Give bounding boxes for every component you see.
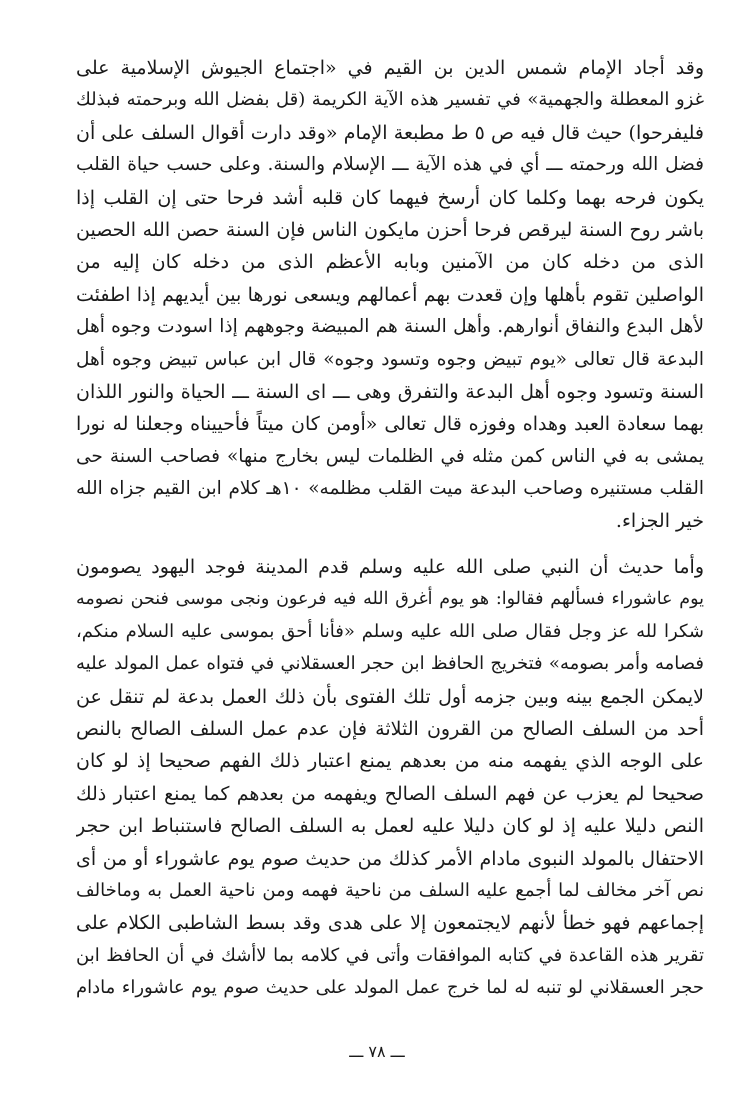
text-line: صحيحا لم يعزب عن فهم السلف الصالح ويفهمه من بعدهم كما يمنع اعتبار ذلك — [76, 782, 704, 805]
text-line: وأما حديث أن النبي صلى الله عليه وسلم قدم المدينة فوجد اليهود يصومون — [76, 556, 704, 578]
text-line: فليفرحوا) حيث قال فيه ص ٥ ط مطبعة الإمام «وقد دارت أقوال السلف على أن — [76, 121, 704, 144]
text-line: أحد من السلف الصالح من القرون الثلاثة فإن عدم عمل السلف الصالح بالنص — [76, 717, 704, 740]
page-number: ـــ ٧٨ ـــ — [349, 1042, 405, 1061]
text-line: وقد أجاد الإمام شمس الدين بن القيم في «اجتماع الجيوش الإسلامية على — [76, 57, 704, 79]
text-line: فصامه وأمر بصومه» فتخريج الحافظ ابن حجر العسقلاني في فتواه عمل المولد عليه — [76, 653, 704, 675]
text-line: السنة وتسود وجوه أهل البدعة والتفرق وهى ـــ اى السنة ـــ الحياة والنور اللذان — [76, 380, 704, 403]
text-line: خير الجزاء. — [615, 510, 704, 533]
text-line: حجر العسقلاني لو تنبه له لما خرج عمل المولد على حديث صوم يوم عاشوراء مادام — [76, 977, 704, 999]
text-line: تقرير هذه القاعدة في كتابه الموافقات وأتى في كلامه بما لاأشك في أن الحافظ ابن — [76, 944, 704, 966]
text-line: يوم عاشوراء فسألهم فقالوا: هو يوم أغرق الله فيه فرعون ونجى موسى فنحن نصومه — [76, 589, 704, 610]
text-line: بهما سعادة العبد وهداه وفوزه قال تعالى «أومن كان ميتاً فأحييناه وجعلنا له نورا — [76, 413, 704, 436]
text-line: لايمكن الجمع بينه وبين جزمه أول تلك الفتوى بأن ذلك العمل بدعة لم تنقل عن — [76, 685, 704, 708]
paragraph-ashura-hadith — [76, 551, 704, 1004]
text-line: شكرا لله عز وجل فقال صلى الله عليه وسلم «فأنا أحق بموسى عليه السلام منكم، — [76, 620, 704, 642]
text-line: لأهل البدع والنفاق أنوارهم. وأهل السنة هم المبيضة وجوههم إذا اسودت وجوه أهل — [76, 316, 704, 338]
text-line: نص آخر مخالف لما أجمع عليه السلف من ناحية فهمه ومن ناحية العمل به وماخالف — [76, 879, 704, 901]
text-line: الواصلين تقوم بأهلها وإن قعدت بهم أعمالهم ويسعى نورها بين أيديهم إذا اطفئت — [76, 283, 704, 306]
text-line: يكون فرحه بهما وكلما كان أرسخ فيهما كان قلبه أشد فرحا حتى إن القلب إذا — [76, 186, 704, 209]
text-line: على الوجه الذي يفهمه منه من بعدهم يمنع اعتبار ذلك الفهم صحيحا إذ لو كان — [76, 750, 704, 773]
text-line: غزو المعطلة والجهمية» في تفسير هذه الآية الكريمة (قل بفضل الله وبرحمته فبذلك — [76, 89, 704, 111]
text-line: باشر روح السنة ليرقص فرحا أحزن مايكون الناس فإن السنة حصن الله الحصين — [76, 218, 704, 241]
text-line: الاحتفال بالمولد النبوى مادام الأمر كذلك من حديث صوم يوم عاشوراء أو من أى — [76, 847, 704, 870]
text-line: يمشى به في الناس كمن مثله في الظلمات ليس بخارج منها» فصاحب السنة حى — [76, 445, 704, 467]
text-line: النص دليلا عليه إذ لو كان دليلا عليه لعمل به السلف الصالح فاستنباط ابن حجر — [76, 815, 704, 838]
text-line: فضل الله ورحمته ـــ أي في هذه الآية ـــ الإسلام والسنة. وعلى حسب حياة القلب — [76, 154, 704, 176]
paragraph-ibn-qayyim-quote — [76, 52, 704, 538]
text-line: القلب مستنيره وصاحب البدعة ميت القلب مظلمه» ١٠هـ كلام ابن القيم جزاه الله — [76, 478, 704, 500]
text-line: الذى من دخله كان من الآمنين وبابه الأعظم الذى من دخله كان إليه من — [76, 251, 704, 274]
text-line: إجماعهم فهو خطأ لأنهم لايجتمعون إلا على هدى وقد بسط الشاطبى الكلام على — [76, 912, 704, 935]
text-line: البدعة قال تعالى «يوم تبيض وجوه وتسود وجوه» قال ابن عباس تبيض وجوه أهل — [76, 348, 704, 370]
